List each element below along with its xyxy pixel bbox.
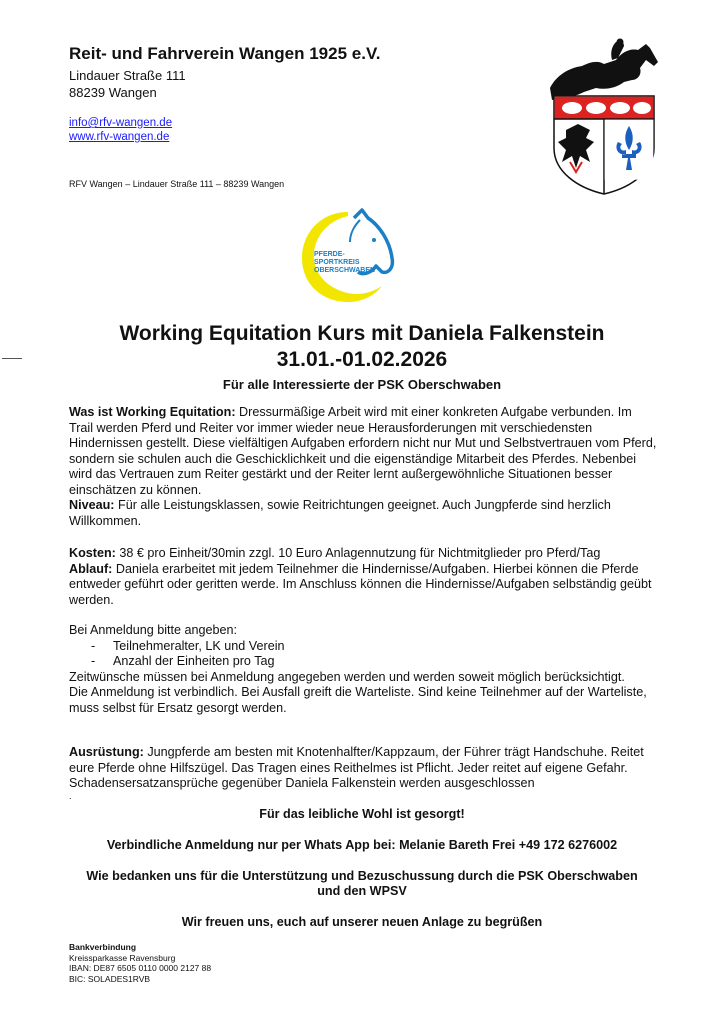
cost-section xyxy=(69,546,657,608)
ausruestung-text: Jungpferde am besten mit Knotenhalfter/Kappzaum, der Führer trägt Handschuhe. Reitet eure Pferde ohne Hilfszügel. Das Tragen eines Reithelmes ist Pflicht. Jeder reitet auf eigene Gefahr. Schadensersatzansprüche gegenüber Daniela Falkenstein werden ausgeschlossen xyxy=(69,745,644,790)
anmeldung-list xyxy=(69,639,657,670)
thanks-line-2: und den WPSV xyxy=(317,884,407,898)
organization-name: Reit- und Fahrverein Wangen 1925 e.V. xyxy=(69,44,381,63)
was-text: Dressurmäßige Arbeit wird mit einer konkreten Aufgabe verbunden. Im Trail werden Pferd und Reiter vor immer wieder neue Herausforderungen mit verschiedensten Hindernissen gestellt. Diese vielfältigen Aufgaben erfordern nicht nur Mut und Selbstvertrauen vom Pferd, sondern sie schulen auch die Geschicklichkeit und die eigenständige Mitarbeit des Pferdes. Nebenbei wird das Vertrauen zum Reiter gestärkt und der Reiter lernt außergewöhnliche Situationen besser einschätzen zu können. xyxy=(69,405,657,497)
event-dates: 31.01.-01.02.2026 xyxy=(276,348,448,371)
bank-name: Kreissparkasse Ravensburg xyxy=(69,952,176,963)
welcome-line: Wir freuen uns, euch auf unserer neuen Anlage zu begrüßen xyxy=(181,915,543,929)
description-section xyxy=(69,405,657,529)
zeitwuensche-text: Zeitwünsche müssen bei Anmeldung angegeben werden und werden soweit möglich berücksichtigt. xyxy=(69,669,625,684)
page-title: Working Equitation Kurs mit Daniela Falkenstein xyxy=(119,322,605,345)
verbindlich-text: Die Anmeldung ist verbindlich. Bei Ausfall greift die Warteliste. Sind keine Teilnehmer auf der Warteliste, muss selbst für Ersatz gesorgt werden. xyxy=(69,685,647,715)
logo-text-line3: OBERSCHWABEN xyxy=(314,267,376,274)
list-item: - Teilnehmeralter, LK und Verein xyxy=(69,639,657,655)
logo-text-line2: SPORTKREIS xyxy=(314,259,360,266)
list-item: - Anzahl der Einheiten pro Tag xyxy=(69,654,657,670)
niveau-text: Für alle Leistungsklassen, sowie Reitrichtungen geeignet. Auch Jungpferde sind herzlich Willkommen. xyxy=(69,498,611,528)
kosten-text: 38 € pro Einheit/30min zzgl. 10 Euro Anlagennutzung für Nichtmitglieder pro Pferd/Tag xyxy=(115,546,601,560)
was-label: Was ist Working Equitation: xyxy=(69,405,236,419)
equipment-section xyxy=(69,745,657,801)
kosten-label: Kosten: xyxy=(69,546,116,560)
website-link[interactable]: www.rfv-wangen.de xyxy=(69,131,170,143)
email-link[interactable]: info@rfv-wangen.de xyxy=(69,117,173,129)
ablauf-label: Ablauf: xyxy=(69,561,113,576)
logo-text-line1: PFERDE- xyxy=(314,251,345,258)
club-crest-logo xyxy=(546,38,662,196)
sender-line: RFV Wangen – Lindauer Straße 111 – 88239 Wangen xyxy=(69,179,285,189)
bank-label: Bankverbindung xyxy=(69,942,137,952)
registration-section xyxy=(69,623,657,716)
street-address: Lindauer Straße 111 xyxy=(69,68,186,83)
page-subtitle: Für alle Interessierte der PSK Oberschwaben xyxy=(222,377,502,392)
ablauf-text: Daniela erarbeitet mit jedem Teilnehmer die Hindernisse/Aufgaben. Hierbei können die Pferde entweder geführt oder geritten werde. Im Anschluss können die Hindernisse/Aufgaben selbständig geübt werden. xyxy=(69,561,652,607)
thanks-line-1: Wie bedanken uns für die Unterstützung und Bezuschussung durch die PSK Oberschwaben xyxy=(86,869,638,883)
anmeldung-intro: Bei Anmeldung bitte angeben: xyxy=(69,623,238,637)
stray-dot: . xyxy=(69,790,72,801)
bank-details xyxy=(69,942,211,984)
bank-bic: BIC: SOLADES1RVB xyxy=(69,973,151,984)
catering-note: Für das leibliche Wohl ist gesorgt! xyxy=(259,807,465,821)
city-address: 88239 Wangen xyxy=(69,85,157,100)
ausruestung-label: Ausrüstung: xyxy=(69,745,144,759)
bank-iban: IBAN: DE87 6505 0110 0000 2127 88 xyxy=(69,963,212,973)
niveau-label: Niveau: xyxy=(69,498,115,512)
registration-contact: Verbindliche Anmeldung nur per Whats App bei: Melanie Bareth Frei +49 172 6276002 xyxy=(106,838,618,852)
psk-oberschwaben-logo xyxy=(298,206,400,306)
